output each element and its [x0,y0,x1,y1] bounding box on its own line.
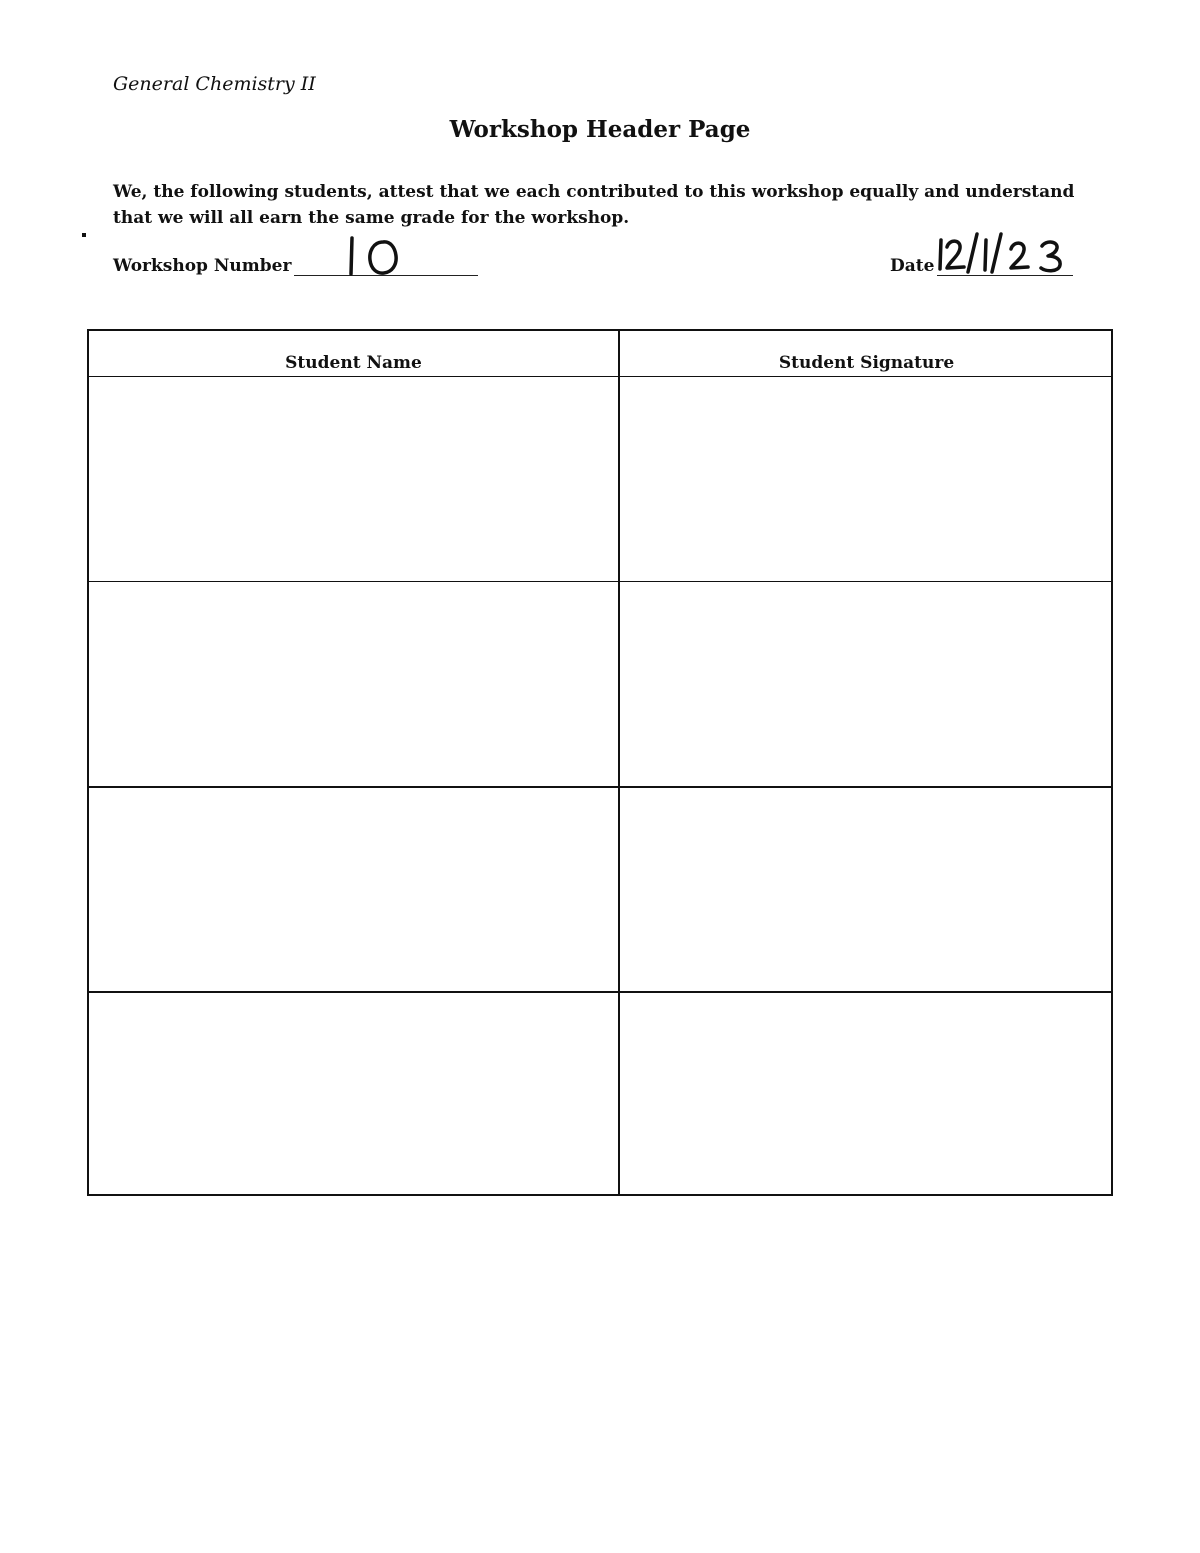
column-divider [618,331,620,1194]
page-title: Workshop Header Page [449,116,751,143]
date-label: Date [890,256,935,276]
workshop-number-label: Workshop Number [113,256,292,276]
row-divider [89,581,1111,582]
handwritten-workshop-number [334,232,404,278]
column-header-student-name: Student Name [285,353,422,373]
student-name-cell-2[interactable] [89,583,618,786]
student-table [87,329,1113,1196]
student-name-cell-3[interactable] [89,788,618,991]
attestation-statement: We, the following students, attest that we each contributed to this workshop equally and understand that we will all earn the same grade for the workshop. [113,182,1075,228]
student-signature-cell-4[interactable] [621,993,1113,1193]
student-name-cell-4[interactable] [89,993,618,1193]
student-name-cell-1[interactable] [89,378,618,581]
handwritten-date [934,228,1080,278]
course-name: General Chemistry II [113,73,316,95]
student-signature-cell-1[interactable] [621,378,1113,581]
header-divider [89,376,1111,377]
student-signature-cell-2[interactable] [621,583,1113,786]
stray-mark [82,233,86,237]
student-signature-cell-3[interactable] [621,788,1113,991]
column-header-student-signature: Student Signature [778,353,955,373]
